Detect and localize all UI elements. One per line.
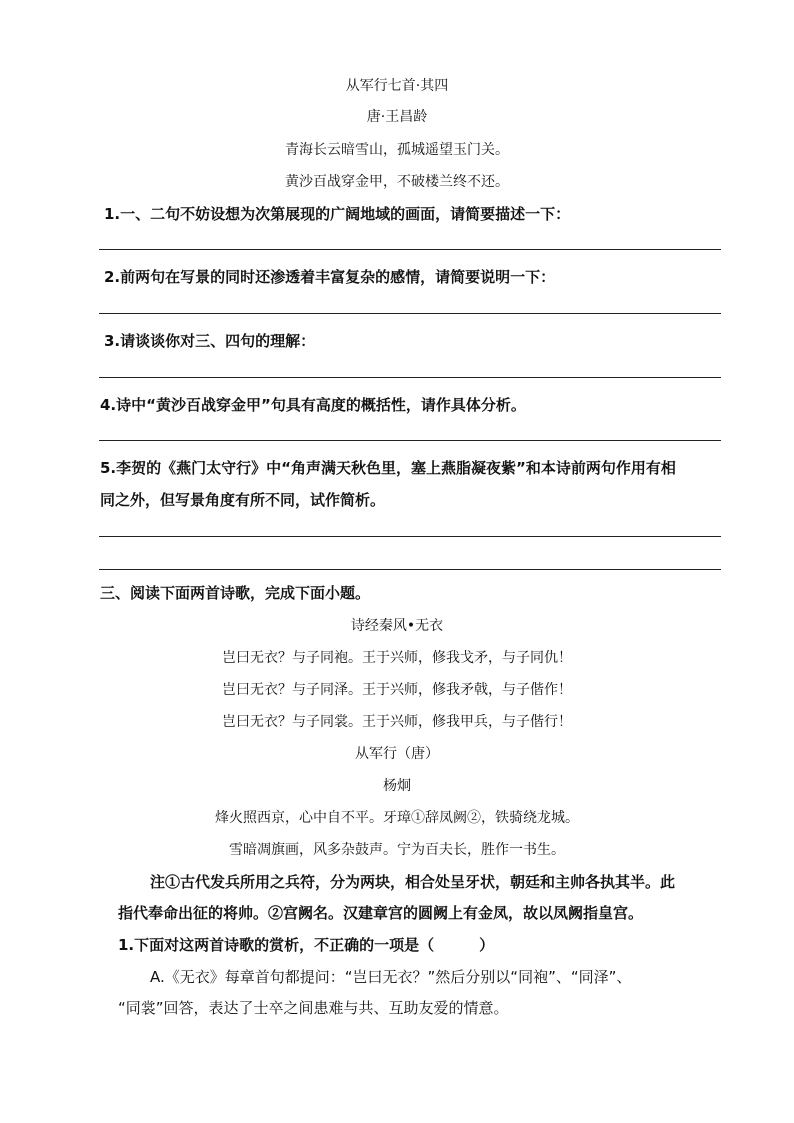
option-a-cont: “同裳”回答，表达了士卒之间患难与共、互助友爱的情意。 [118, 999, 509, 1017]
question-5-cont: 同之外，但写景角度有所不同，试作简析。 [100, 491, 386, 509]
answer-line [99, 249, 721, 250]
question-1: 1.一、二句不妨设想为次第展现的广阔地域的画面，请简要描述一下： [104, 205, 571, 223]
answer-line [99, 440, 721, 441]
answer-line [99, 569, 721, 570]
question-5: 5.李贺的《燕门太守行》中“角声满天秋色里，塞上燕脂凝夜紫”和本诗前两句作用有相 [100, 459, 676, 477]
option-a: A.《无衣》每章首句都提问：“岂曰无衣？”然后分别以“同袍”、“同泽”、 [150, 968, 632, 986]
poem-title: 诗经秦风•无衣 [350, 618, 444, 634]
question-3: 3.请谈谈你对三、四句的理解： [104, 332, 316, 350]
poem-line: 岂曰无衣？与子同泽。王于兴师，修我矛戟，与子偕作！ [222, 682, 572, 698]
answer-line [99, 313, 721, 314]
question-4: 4.诗中“黄沙百战穿金甲”句具有高度的概括性，请作具体分析。 [100, 396, 526, 414]
poem-author: 唐·王昌龄 [366, 109, 428, 125]
poem-line: 雪暗凋旗画，风多杂鼓声。宁为百夫长，胜作一书生。 [229, 842, 565, 858]
poem-title: 从军行七首·其四 [345, 78, 449, 94]
poem-line: 岂曰无衣？与子同裳。王于兴师，修我甲兵，与子偕行！ [222, 714, 572, 730]
poem-line: 岂曰无衣？与子同袍。王于兴师，修我戈矛，与子同仇！ [222, 650, 572, 666]
footnote: 注①古代发兵所用之兵符，分为两块，相合处呈牙状，朝廷和主帅各执其半。此 [150, 873, 676, 891]
answer-line [99, 536, 721, 537]
section-heading: 三、阅读下面两首诗歌，完成下面小题。 [100, 584, 371, 602]
poem-line: 青海长云暗雪山，孤城遥望玉门关。 [285, 142, 509, 158]
poem-line: 烽火照西京，心中自不平。牙璋①辞凤阙②，铁骑绕龙城。 [215, 810, 579, 826]
poem-author: 杨炯 [383, 778, 411, 794]
question-1: 1.下面对这两首诗歌的赏析，不正确的一项是（ ） [118, 936, 495, 954]
poem-title: 从军行（唐） [355, 746, 439, 762]
footnote-cont: 指代奉命出征的将帅。②宫阙名。汉建章宫的圆阙上有金凤，故以凤阙指皇宫。 [118, 904, 644, 922]
question-2: 2.前两句在写景的同时还渗透着丰富复杂的感情，请简要说明一下： [104, 268, 556, 286]
poem-line: 黄沙百战穿金甲，不破楼兰终不还。 [285, 174, 509, 190]
answer-line [99, 377, 721, 378]
